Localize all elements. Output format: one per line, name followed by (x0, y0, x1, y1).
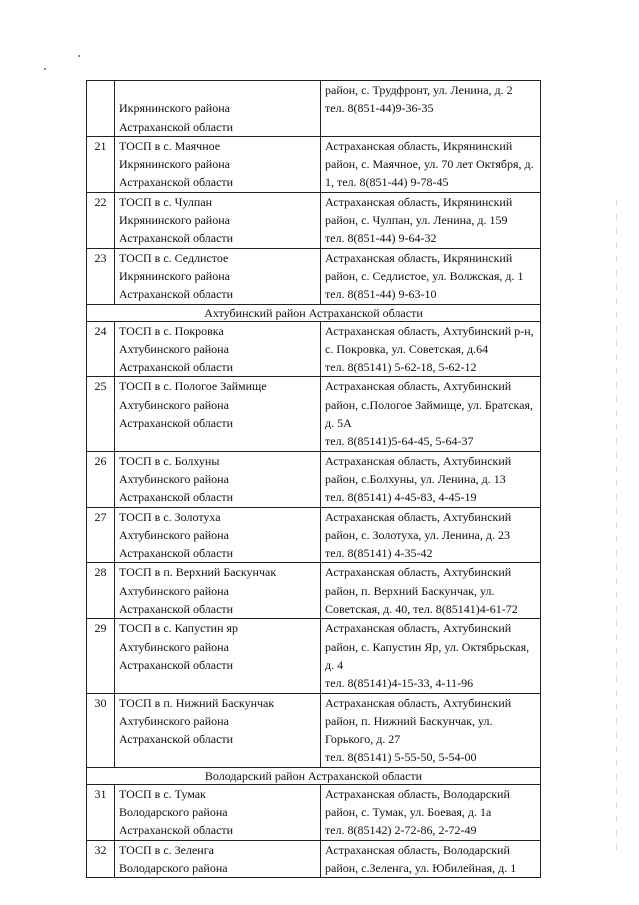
address-cell (321, 619, 541, 693)
row-number: 21 (87, 136, 115, 192)
table-row (87, 451, 541, 507)
organization-name-cell (115, 81, 321, 137)
address-line: Астраханская область, Ахтубинский (325, 379, 512, 394)
organization-name-cell (115, 693, 321, 767)
table-body (87, 81, 541, 878)
table-row (87, 377, 541, 451)
organization-name-cell (115, 784, 321, 840)
organization-name-line: ТОСП в с. Пологое Займище (119, 379, 267, 394)
district-section-title: Володарский район Астраханской области (87, 767, 541, 784)
organization-name-line: ТОСП в с. Капустин яр (119, 621, 239, 636)
scan-speck (78, 55, 80, 57)
organization-name-cell (115, 136, 321, 192)
organization-name-line: Ахтубинского района (119, 639, 229, 654)
address-cell (321, 784, 541, 840)
section-header-row (87, 304, 541, 321)
address-line: Горького, д. 27 (325, 732, 401, 747)
row-number: 32 (87, 840, 115, 878)
address-line: 1, тел. 8(851-44) 9-78-45 (325, 175, 449, 190)
tosp-address-table (86, 80, 541, 878)
organization-name-cell (115, 248, 321, 304)
address-line: район, с.Болхуны, ул. Ленина, д. 13 (325, 471, 506, 486)
organization-name-line: ТОСП в с. Маячное (119, 138, 221, 153)
address-line: район, с. Тумак, ул. Боевая, д. 1а (325, 804, 492, 819)
address-line: район, п. Верхний Баскунчак, ул. (325, 583, 495, 598)
scan-edge-shadow (616, 200, 617, 850)
address-line: тел. 8(85141) 4-35-42 (325, 546, 433, 561)
table-row (87, 248, 541, 304)
address-cell (321, 377, 541, 451)
organization-name-line: Астраханской области (119, 231, 234, 246)
table-row (87, 840, 541, 878)
address-cell (321, 451, 541, 507)
address-cell (321, 321, 541, 377)
address-line: район, с.Пологое Займище, ул. Братская, (325, 397, 534, 412)
row-number: 30 (87, 693, 115, 767)
organization-name-line: Икрянинского района (119, 213, 230, 228)
address-line: Астраханская область, Икрянинский (325, 194, 513, 209)
organization-name-line: ТОСП в с. Седлистое (119, 250, 229, 265)
organization-name-line: Ахтубинского района (119, 583, 229, 598)
address-cell (321, 81, 541, 137)
address-line: тел. 8(85141) 5-62-18, 5-62-12 (325, 360, 477, 375)
row-number: 26 (87, 451, 115, 507)
address-cell (321, 693, 541, 767)
address-cell (321, 507, 541, 563)
row-number: 24 (87, 321, 115, 377)
address-line: тел. 8(85141) 4-45-83, 4-45-19 (325, 490, 477, 505)
address-line: Астраханская область, Ахтубинский (325, 509, 512, 524)
organization-name-cell (115, 619, 321, 693)
address-line: район, с. Чулпан, ул. Ленина, д. 159 (325, 213, 508, 228)
organization-name-line: Астраханской области (119, 360, 234, 375)
table-row (87, 693, 541, 767)
organization-name-cell (115, 451, 321, 507)
address-line: район, с. Трудфронт, ул. Ленина, д. 2 (325, 83, 513, 97)
district-section-title: Ахтубинский район Астраханской области (87, 304, 541, 321)
organization-name-cell (115, 377, 321, 451)
address-line: тел. 8(85142) 2-72-86, 2-72-49 (325, 823, 477, 838)
address-line: тел. 8(851-44) 9-63-10 (325, 287, 437, 302)
organization-name-cell (115, 840, 321, 878)
address-line: Советская, д. 40, тел. 8(85141)4-61-72 (325, 602, 518, 617)
organization-name-line: Астраханской области (119, 732, 234, 747)
organization-name-line: Ахтубинского района (119, 527, 229, 542)
address-line: Астраханская область, Володарский (325, 842, 510, 857)
address-line: Астраханская область, Ахтубинский р-н, (325, 323, 534, 338)
address-cell (321, 248, 541, 304)
row-number: 22 (87, 192, 115, 248)
organization-name-cell (115, 507, 321, 563)
row-number: 29 (87, 619, 115, 693)
organization-name-cell (115, 321, 321, 377)
address-line: район, с. Золотуха, ул. Ленина, д. 23 (325, 527, 510, 542)
organization-name-line: ТОСП в с. Болхуны (119, 453, 220, 468)
table-row (87, 192, 541, 248)
organization-name-line: ТОСП в с. Золотуха (119, 509, 221, 524)
row-number (87, 81, 115, 137)
address-cell (321, 563, 541, 619)
address-line: район, п. Нижний Баскунчак, ул. (325, 713, 493, 728)
table-row (87, 321, 541, 377)
organization-name-line: Астраханской области (119, 416, 234, 431)
address-line: тел. 8(851-44)9-36-35 (325, 101, 434, 116)
organization-name-cell (115, 192, 321, 248)
table-row (87, 619, 541, 693)
address-line: с. Покровка, ул. Советская, д.64 (325, 341, 489, 356)
organization-name-line: Ахтубинского района (119, 341, 229, 356)
address-cell (321, 136, 541, 192)
address-line: тел. 8(85141)4-15-33, 4-11-96 (325, 676, 474, 691)
address-cell (321, 840, 541, 878)
row-number: 25 (87, 377, 115, 451)
organization-name-line: Володарского района (119, 860, 228, 875)
row-number: 28 (87, 563, 115, 619)
organization-name-line: ТОСП в п. Нижний Баскунчак (119, 695, 275, 710)
organization-name-line: ТОСП в с. Тумак (119, 786, 206, 801)
address-line: тел. 8(851-44) 9-64-32 (325, 231, 437, 246)
section-header-row (87, 767, 541, 784)
address-line: Астраханская область, Ахтубинский (325, 453, 512, 468)
address-line: Астраханская область, Володарский (325, 786, 510, 801)
organization-name-line: Астраханской области (119, 657, 234, 672)
scan-speck (44, 68, 46, 70)
address-line: Астраханская область, Ахтубинский (325, 621, 512, 636)
organization-name-line: Икрянинского района (119, 268, 230, 283)
organization-name-line: Астраханской области (119, 119, 234, 134)
address-line: Астраханская область, Ахтубинский (325, 695, 512, 710)
table-row (87, 81, 541, 137)
table-row (87, 136, 541, 192)
organization-name-line: Ахтубинского района (119, 397, 229, 412)
organization-name-cell (115, 563, 321, 619)
table-row (87, 507, 541, 563)
row-number: 31 (87, 784, 115, 840)
address-line: Астраханская область, Икрянинский (325, 138, 513, 153)
row-number: 23 (87, 248, 115, 304)
organization-name-line: Володарского района (119, 804, 228, 819)
address-line: тел. 8(85141)5-64-45, 5-64-37 (325, 434, 474, 449)
organization-name-line: ТОСП в п. Верхний Баскунчак (119, 565, 277, 580)
organization-name-line: ТОСП в с. Зеленга (119, 842, 214, 857)
address-line: д. 4 (325, 657, 344, 672)
organization-name-line: Астраханской области (119, 175, 234, 190)
organization-name-line: ТОСП в с. Покровка (119, 323, 224, 338)
table-row (87, 563, 541, 619)
organization-name-line: Ахтубинского района (119, 471, 229, 486)
address-line: Астраханская область, Ахтубинский (325, 565, 512, 580)
address-cell (321, 192, 541, 248)
organization-name-line (119, 81, 316, 99)
organization-name-line: Астраханской области (119, 823, 234, 838)
address-line: район, с. Маячное, ул. 70 лет Октября, д. (325, 157, 534, 172)
address-line: тел. 8(85141) 5-55-50, 5-54-00 (325, 750, 477, 765)
row-number: 27 (87, 507, 115, 563)
address-line: район, с. Капустин Яр, ул. Октябрьская, (325, 639, 530, 654)
address-line: Астраханская область, Икрянинский (325, 250, 513, 265)
organization-name-line: Астраханской области (119, 490, 234, 505)
organization-name-line: Астраханской области (119, 546, 234, 561)
organization-name-line: Астраханской области (119, 602, 234, 617)
organization-name-line: Ахтубинского района (119, 713, 229, 728)
address-line: район, с.Зеленга, ул. Юбилейная, д. 1 (325, 860, 517, 875)
organization-name-line: Астраханской области (119, 287, 234, 302)
organization-name-line: Икрянинского района (119, 157, 230, 172)
address-line: район, с. Седлистое, ул. Волжская, д. 1 (325, 268, 524, 283)
organization-name-line: Икрянинского района (119, 101, 230, 116)
table-row (87, 784, 541, 840)
address-line: д. 5А (325, 416, 352, 431)
organization-name-line: ТОСП в с. Чулпан (119, 194, 213, 209)
